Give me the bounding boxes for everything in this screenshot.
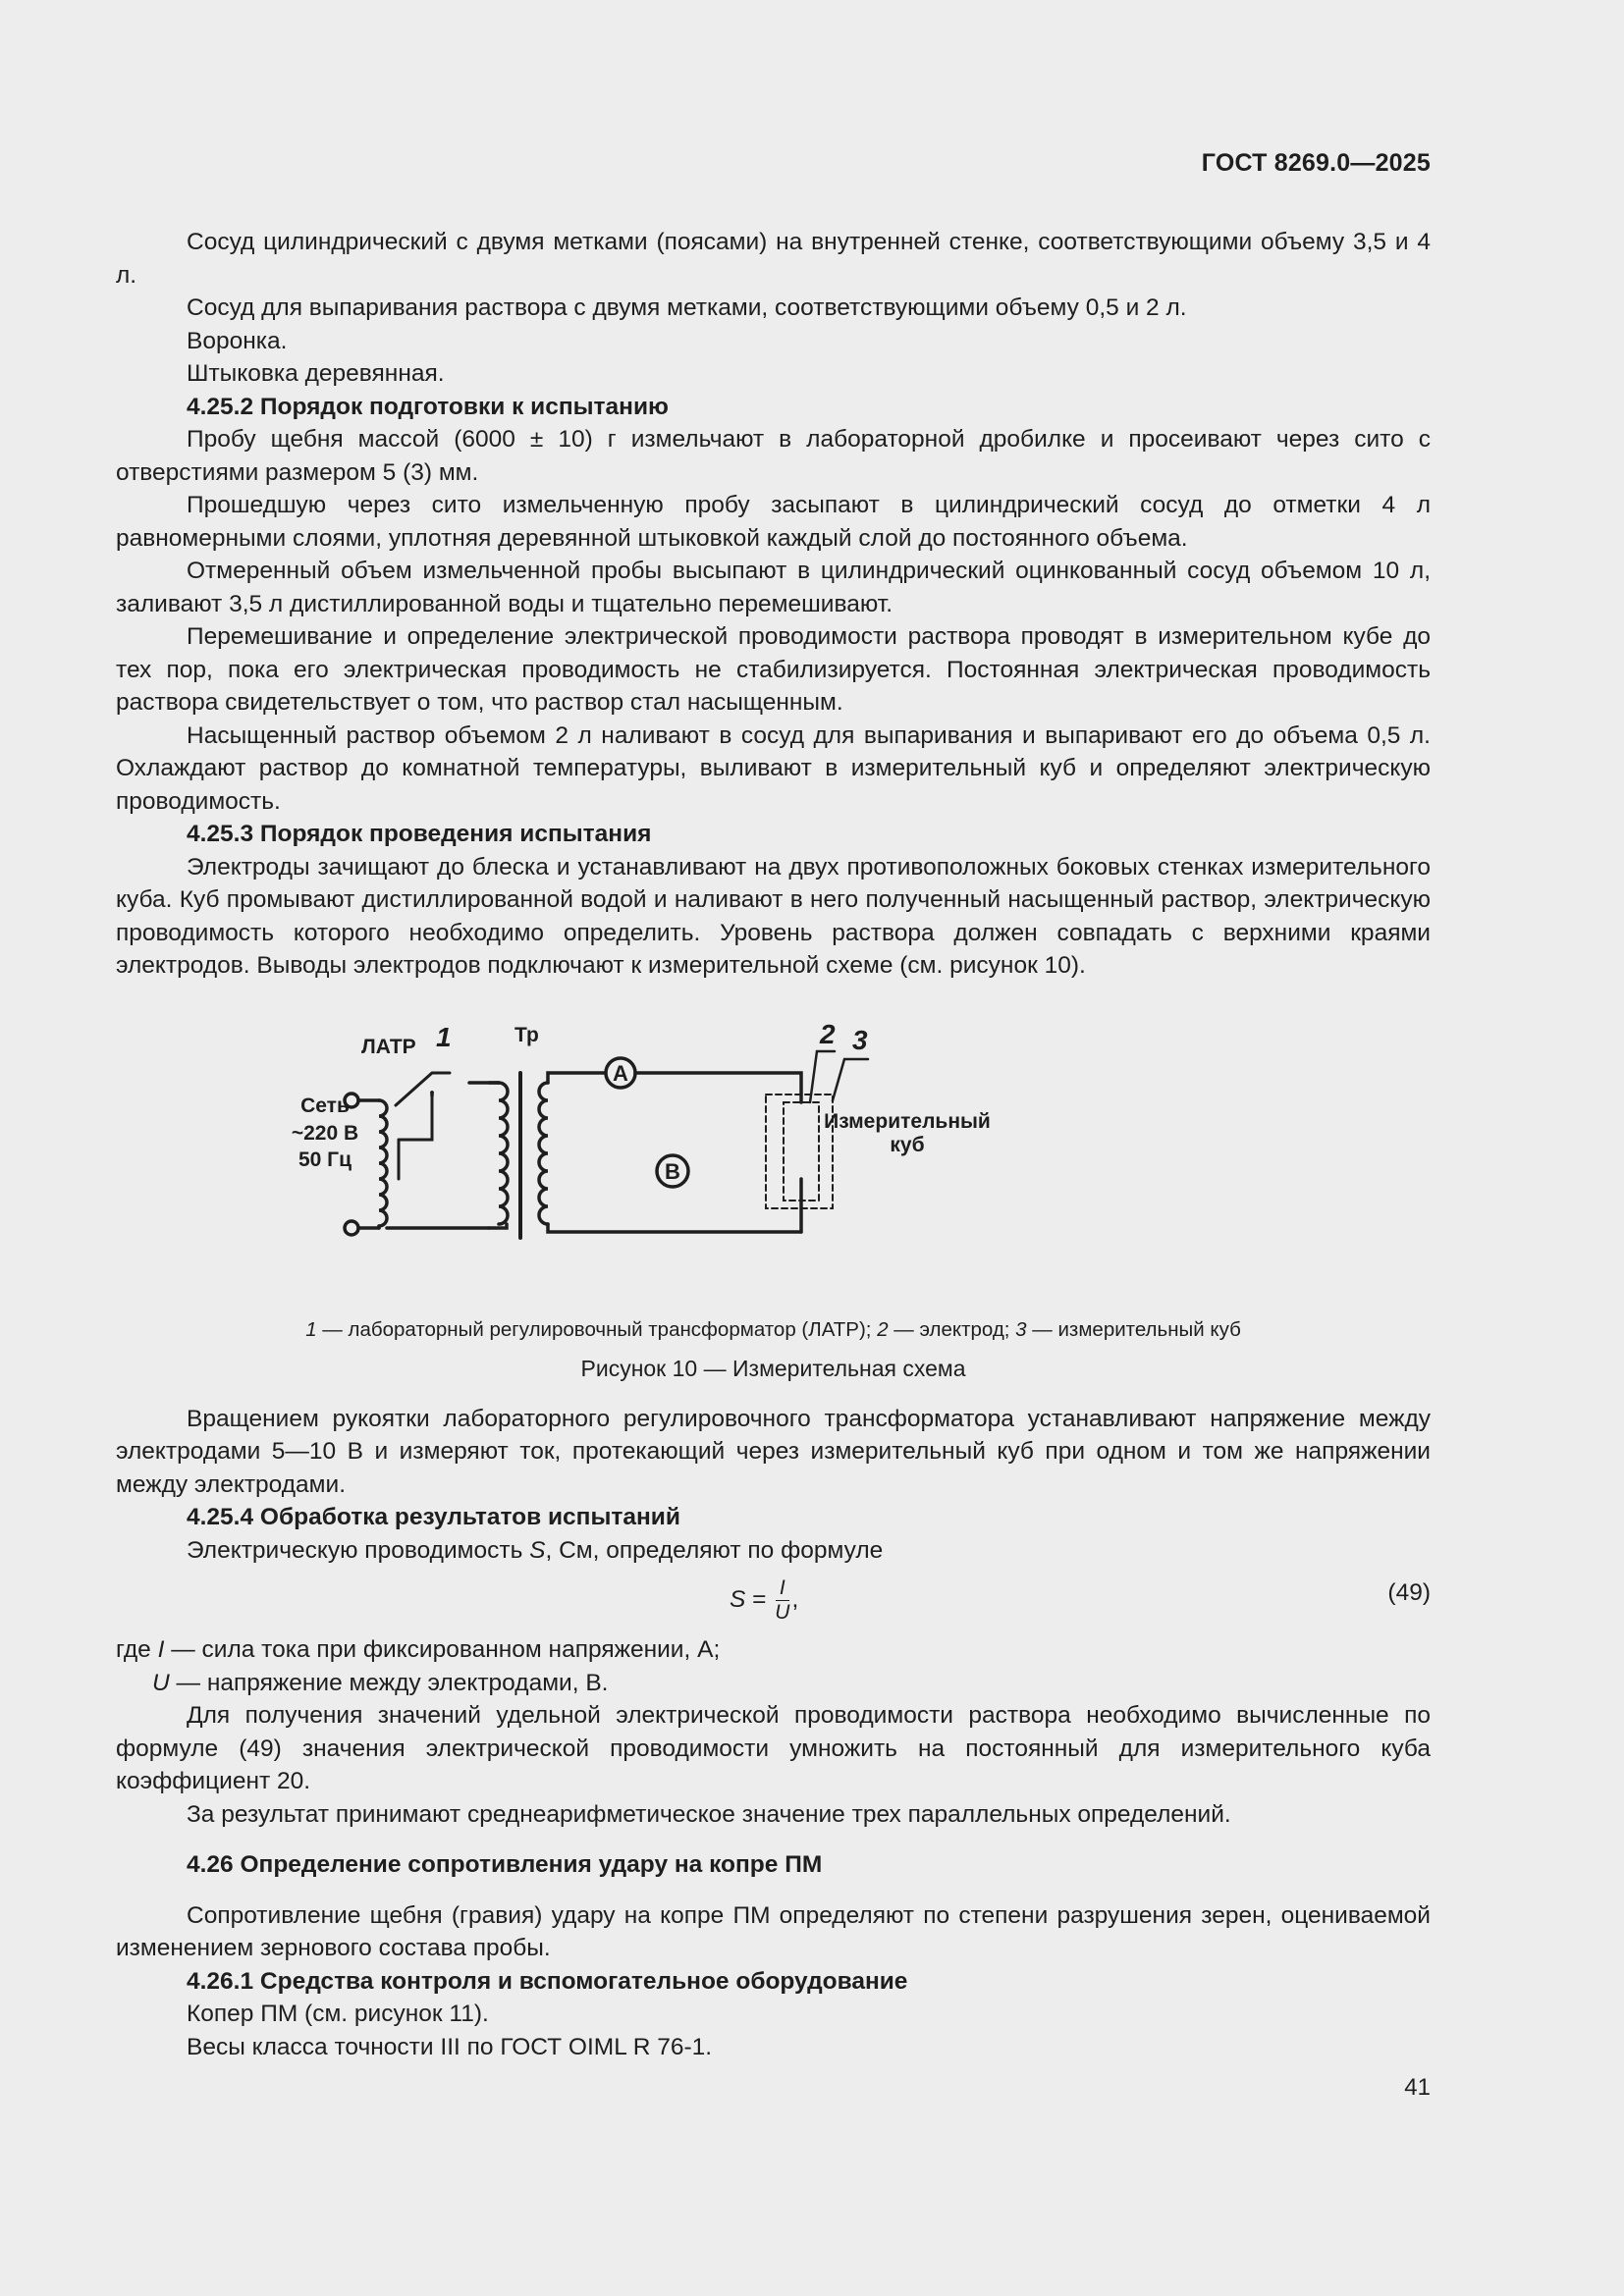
wire	[399, 1095, 432, 1140]
formula-tail: ,	[791, 1586, 799, 1614]
wire	[548, 1224, 801, 1232]
paragraph: Вращением рукоятки лабораторного регулировочного трансформатора устанавливают напряжение между электродами 5—10 В и измеряют ток, протекающий через измерительный куб при одном и том же напряжении между электродами.	[116, 1405, 1431, 1498]
label-bath: B	[665, 1158, 680, 1184]
figure-10-measurement-circuit	[116, 992, 1431, 1316]
terminal-bottom-icon	[345, 1221, 358, 1235]
formula-denominator: U	[775, 1600, 790, 1624]
wire	[548, 1073, 607, 1083]
label-2: 2	[820, 1018, 836, 1049]
legend-text-2: — электрод;	[888, 1317, 1016, 1341]
paragraph: Пробу щебня массой (6000 ± 10) г измельчают в лабораторной дробилке и просеивают через сито с отверстиями размером 5 (3) мм.	[116, 426, 1431, 486]
label-latr: ЛАТР	[361, 1035, 416, 1058]
legend-num-1: 1	[305, 1317, 317, 1341]
formula-lhs: S	[730, 1586, 746, 1614]
intro-text-after: , См, определяют по формуле	[545, 1536, 884, 1564]
label-1: 1	[436, 1021, 452, 1052]
formula-fraction	[775, 1576, 789, 1625]
where-line-1	[116, 1633, 1431, 1667]
legend-text-1: — лабораторный регулировочный трансформатор (ЛАТР);	[316, 1317, 878, 1341]
where-line-2	[116, 1667, 1431, 1700]
paragraph: Прошедшую через сито измельченную пробу засыпают в цилиндрический сосуд до отметки 4 л равномерными слоями, уплотняя деревянной штыковкой каждый слой до постоянного объема.	[116, 492, 1431, 552]
transformer-secondary-coil	[539, 1083, 548, 1224]
formula-eq: =	[745, 1586, 774, 1614]
cube-outer-icon	[766, 1095, 833, 1208]
label-ammeter: A	[613, 1060, 628, 1086]
paragraph: Перемешивание и определение электрической проводимости раствора проводят в измерительном кубе до тех пор, пока его электрическая проводимость не стабилизируется. Постоянная электрическая проводимость раствора свидетельствует о том, что раствор стал насыщенным.	[116, 623, 1431, 716]
section-heading-4-25-4: 4.25.4 Обработка результатов испытаний	[187, 1504, 680, 1530]
formula-body	[730, 1567, 798, 1633]
where-symbol-u: U	[152, 1669, 170, 1696]
paragraph: Сопротивление щебня (гравия) удару на копре ПМ определяют по степени разрушения зерен, оцениваемой изменением зернового состава пробы.	[116, 1901, 1431, 1961]
section-heading-4-26-1: 4.26.1 Средства контроля и вспомогательное оборудование	[187, 1967, 908, 1995]
section-heading-4-25-2: 4.25.2 Порядок подготовки к испытанию	[187, 393, 669, 420]
where-text-i: — сила тока при фиксированном напряжении, А;	[164, 1636, 721, 1663]
formula-number: (49)	[1387, 1579, 1431, 1606]
transformer-primary-coil	[499, 1083, 508, 1224]
section-heading-4-25-3: 4.25.3 Порядок проведения испытания	[187, 821, 652, 847]
formula-49	[116, 1567, 1431, 1633]
paragraph: Насыщенный раствор объемом 2 л наливают в сосуд для выпаривания и выпаривают его до объема 0,5 л. Охлаждают раствор до комнатной температуры, выливают в измерительный куб и определяют электрическую проводимость.	[116, 721, 1431, 815]
paragraph: Отмеренный объем измельченной пробы высыпают в цилиндрический оцинкованный сосуд объемом 10 л, заливают 3,5 л дистиллированной воды и тщательно перемешивают.	[116, 558, 1431, 617]
label-net-3: 50 Гц	[298, 1148, 352, 1171]
paragraph: За результат принимают среднеарифметическое значение трех параллельных определений.	[187, 1800, 1231, 1828]
circuit-diagram	[116, 992, 1431, 1316]
label-net-2: ~220 В	[291, 1121, 359, 1145]
where-text-u: — напряжение между электродами, В.	[169, 1669, 609, 1696]
paragraph: Копер ПМ (см. рисунок 11).	[187, 2001, 489, 2027]
paragraph: Электроды зачищают до блеска и устанавливают на двух противоположных боковых стенках измерительного куба. Куб промывают дистиллированной водой и наливают в него полученный насыщенный раствор, электрическую проводимость которого необходимо определить. Уровень раствора должен совпадать с верхними краями электродов. Выводы электродов подключают к измерительной схеме (см. рисунок 10).	[116, 853, 1431, 979]
paragraph: Штыковка деревянная.	[187, 360, 445, 387]
label-net-1: Сеть	[300, 1094, 350, 1117]
label-3: 3	[852, 1024, 868, 1055]
legend-num-3: 3	[1015, 1317, 1027, 1341]
figure-legend	[116, 1316, 1431, 1344]
formula-numerator: I	[776, 1576, 789, 1601]
label-cube-1: Измерительный	[824, 1109, 991, 1133]
paragraph: Сосуд для выпаривания раствора с двумя метками, соответствующими объему 0,5 и 2 л.	[187, 294, 1187, 321]
legend-text-3: — измерительный куб	[1026, 1317, 1241, 1341]
paragraph: Сосуд цилиндрический с двумя метками (поясами) на внутренней стенке, соответствующими объему 3,5 и 4 л.	[116, 229, 1431, 289]
intro-text: Электрическую проводимость	[187, 1536, 530, 1564]
intro-symbol: S	[529, 1536, 546, 1564]
latr-wiper	[396, 1073, 450, 1105]
section-heading-4-26: 4.26 Определение сопротивления удару на копре ПМ	[187, 1851, 823, 1878]
formula-intro	[116, 1534, 1431, 1568]
label-tr: Тр	[514, 1023, 539, 1046]
label-cube-2: куб	[890, 1133, 925, 1156]
paragraph: Воронка.	[187, 327, 288, 354]
wire	[635, 1073, 801, 1102]
document-body	[116, 226, 1431, 2063]
leader-3	[833, 1059, 868, 1100]
paragraph: Для получения значений удельной электрической проводимости раствора необходимо вычисленные по формуле (49) значения электрической проводимости умножить на постоянный для измерительного куба коэффициент 20.	[116, 1702, 1431, 1794]
page-number: 41	[1404, 2074, 1431, 2101]
where-prefix: где	[116, 1636, 158, 1663]
figure-caption: Рисунок 10 — Измерительная схема	[580, 1355, 966, 1381]
paragraph: Весы класса точности III по ГОСТ OIML R 76-1.	[187, 2033, 713, 2060]
legend-num-2: 2	[877, 1317, 889, 1341]
latr-coil	[379, 1100, 387, 1226]
document-header: ГОСТ 8269.0—2025	[1201, 149, 1431, 177]
where-symbol-i: I	[157, 1636, 165, 1663]
